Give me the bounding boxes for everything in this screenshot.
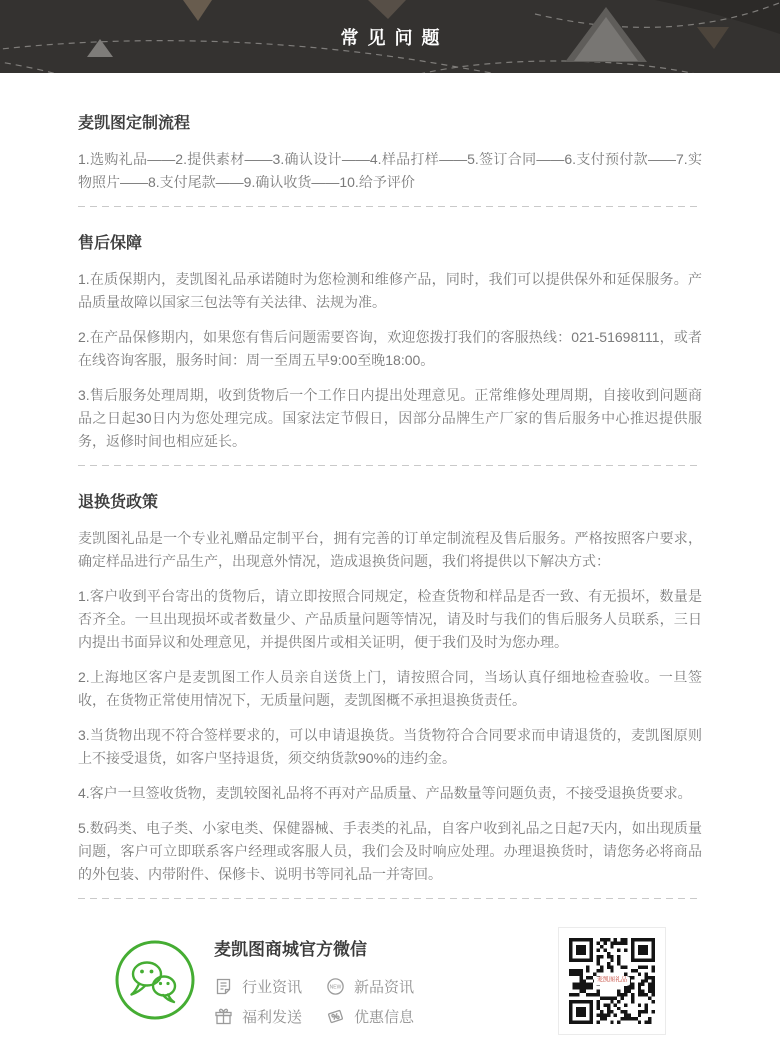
after-sales-paragraph: 3.售后服务处理周期，收到货物后一个工作日内提出处理意见。正常维修处理周期，自接收到问题商品之日起30日内为您处理完成。国家法定节假日，因部分品牌生产厂家的售后服务中心推迟提供服务，返修时间也相应延长。 bbox=[78, 387, 702, 449]
wechat-footer bbox=[78, 927, 702, 1057]
footer-item-new-products bbox=[326, 976, 438, 997]
after-sales-heading: 售后保障 bbox=[78, 235, 143, 252]
returns-intro: 麦凯图礼品是一个专业礼赠品定制平台，拥有完善的订单定制流程及售后服务。严格按照客户要求，确定样品进行产品生产，出现意外情况，造成退换货问题，我们将提供以下解决方式： bbox=[78, 530, 702, 569]
qr-center-label: 麦凯图礼品 bbox=[594, 977, 630, 986]
dashed-divider bbox=[78, 898, 702, 899]
coupon-icon bbox=[326, 1007, 345, 1026]
page-title: 常见问题 bbox=[340, 27, 449, 48]
returns-paragraph: 3.当货物出现不符合签样要求的，可以申请退换货。当货物符合合同要求而申请退货的，麦凯图原则上不接受退货，如客户坚持退货，须交纳货款90%的违约金。 bbox=[78, 727, 702, 766]
returns-heading: 退换货政策 bbox=[78, 494, 159, 511]
returns-paragraph: 4.客户一旦签收货物，麦凯较图礼品将不再对产品质量、产品数量等问题负责，不接受退换货要求。 bbox=[78, 785, 692, 801]
gift-icon bbox=[214, 1007, 233, 1026]
new-badge-icon bbox=[326, 977, 345, 996]
footer-item-discount-info bbox=[326, 1006, 438, 1027]
wechat-title: 麦凯图商城官方微信 bbox=[214, 940, 367, 959]
wechat-info bbox=[214, 935, 438, 1027]
footer-item-benefits bbox=[214, 1006, 326, 1027]
dashed-divider bbox=[78, 206, 702, 207]
section-after-sales bbox=[78, 235, 702, 453]
dashed-divider bbox=[78, 465, 702, 466]
qr-code bbox=[558, 927, 666, 1035]
footer-item-label: 新品资讯 bbox=[354, 979, 415, 996]
section-returns bbox=[78, 494, 702, 886]
footer-item-industry-news bbox=[214, 976, 326, 997]
section-process bbox=[78, 115, 702, 194]
footer-item-label: 优惠信息 bbox=[354, 1009, 415, 1026]
wechat-feature-grid bbox=[214, 976, 438, 1027]
after-sales-paragraph: 1.在质保期内，麦凯图礼品承诺随时为您检测和维修产品，同时，我们可以提供保外和延保服务。产品质量故障以国家三包法等有关法律、法规为准。 bbox=[78, 271, 702, 310]
content-area bbox=[0, 115, 780, 1057]
returns-paragraph: 1.客户收到平台寄出的货物后，请立即按照合同规定，检查货物和样品是否一致、有无损坏，数量是否齐全。一旦出现损坏或者数量少、产品质量问题等情况，请及时与我们的售后服务人员联系，三日内提出书面异议和处理意见，并提供图片或相关证明，便于我们及时为您办理。 bbox=[78, 588, 702, 650]
returns-paragraph: 5.数码类、电子类、小家电类、保健器械、手表类的礼品，自客户收到礼品之日起7天内，如出现质量问题，客户可立即联系客户经理或客服人员，我们会及时响应处理。办理退换货时，请您务必将商品的外包装、内带附件、保修卡、说明书等同礼品一并寄回。 bbox=[78, 820, 702, 882]
process-steps: 1.选购礼品——2.提供素材——3.确认设计——4.样品打样——5.签订合同——6.支付预付款——7.实物照片——8.支付尾款——9.确认收货——10.给予评价 bbox=[78, 151, 702, 190]
news-doc-icon bbox=[214, 977, 233, 996]
process-heading: 麦凯图定制流程 bbox=[78, 115, 191, 132]
wechat-icon bbox=[114, 939, 196, 1021]
page-header bbox=[0, 0, 780, 73]
footer-item-label: 行业资讯 bbox=[242, 979, 303, 996]
footer-item-label: 福利发送 bbox=[242, 1009, 303, 1026]
after-sales-paragraph: 2.在产品保修期内，如果您有售后问题需要咨询，欢迎您拨打我们的客服热线：021-51698111，或者在线咨询客服，服务时间：周一至周五早9:00至晚18:00。 bbox=[78, 329, 702, 368]
svg-text:NEW: NEW bbox=[329, 984, 342, 991]
returns-paragraph: 2.上海地区客户是麦凯图工作人员亲自送货上门，请按照合同，当场认真仔细地检查验收。一旦签收，在货物正常使用情况下，无质量问题，麦凯图概不承担退换货责任。 bbox=[78, 669, 702, 708]
